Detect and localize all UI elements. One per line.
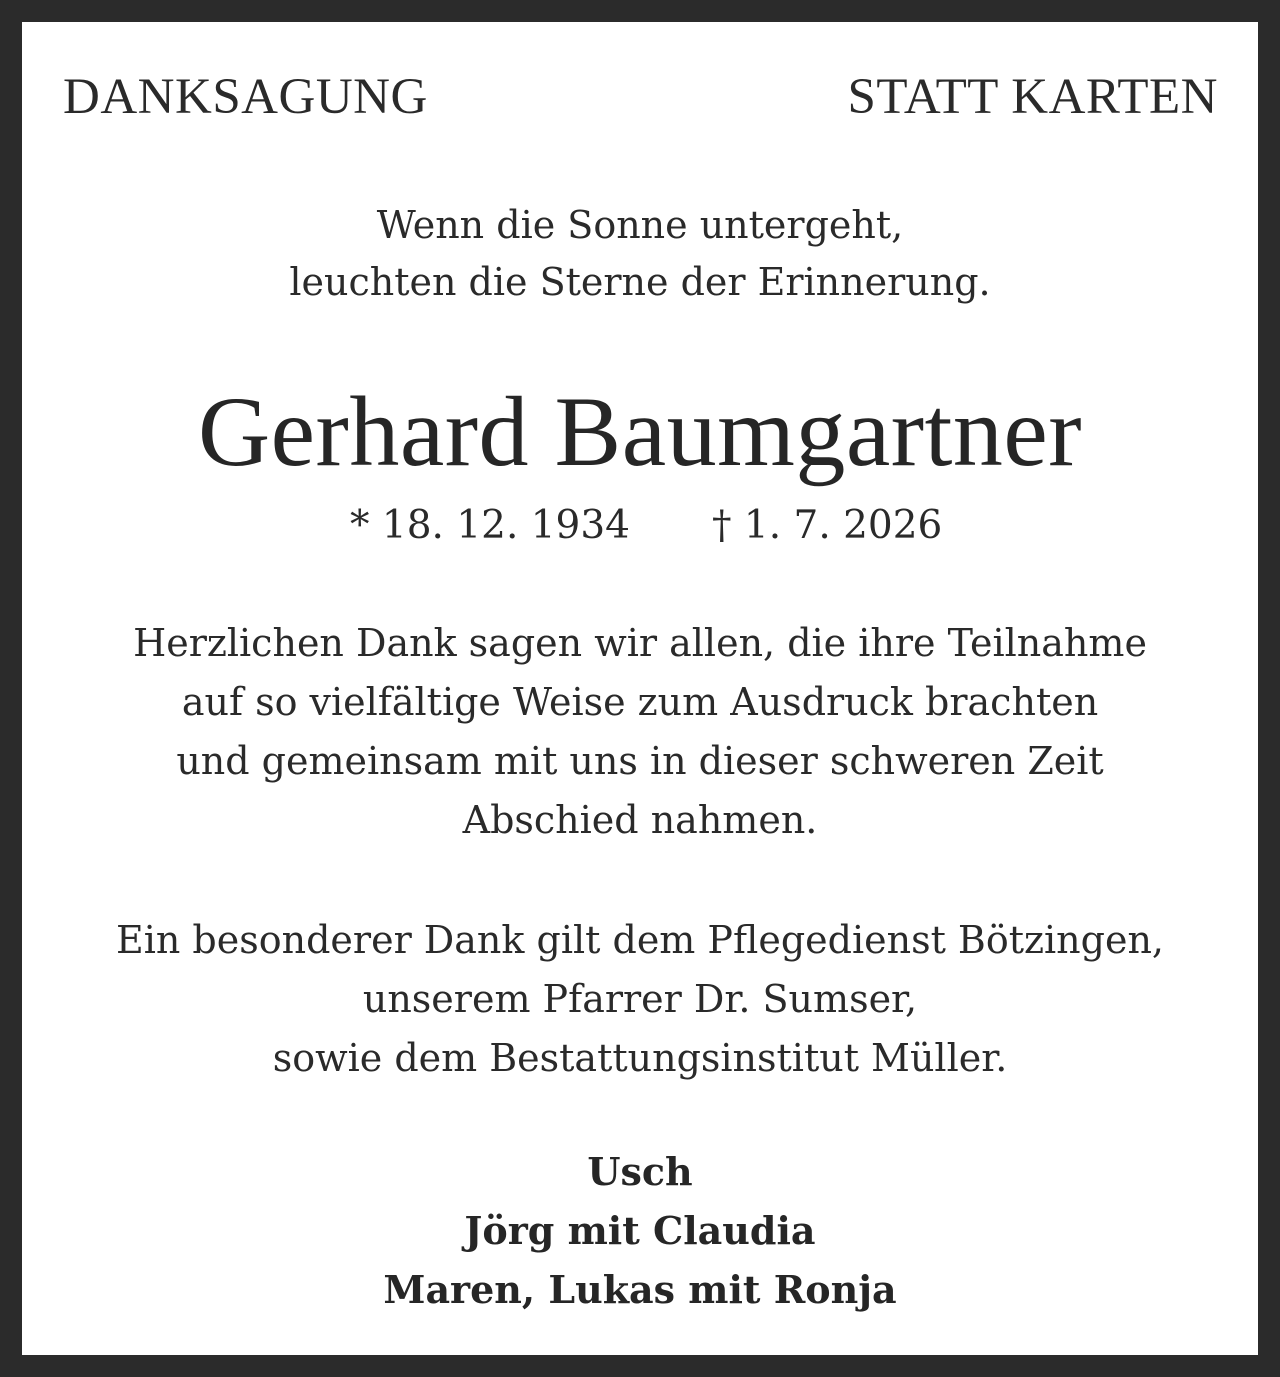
paragraph-line: unserem Pfarrer Dr. Sumser, — [362, 977, 918, 1021]
deceased-name: Gerhard Baumgartner — [197, 376, 1083, 487]
motto-line: Wenn die Sonne untergeht, — [376, 203, 904, 247]
birth-date: * 18. 12. 1934 — [350, 503, 630, 548]
header-danksagung: DANKSAGUNG — [63, 69, 428, 125]
paragraph-line: auf so vielfältige Weise zum Ausdruck brachten — [181, 680, 1099, 724]
motto-quote — [22, 197, 1258, 311]
signature-line: Jörg mit Claudia — [464, 1208, 816, 1253]
obituary-card — [22, 22, 1258, 1355]
thanks-paragraph — [22, 614, 1258, 850]
signature-line: Usch — [587, 1149, 693, 1194]
paragraph-line: sowie dem Bestattungsinstitut Müller. — [272, 1036, 1008, 1080]
paragraph-line: Abschied nahmen. — [462, 798, 818, 842]
death-date: † 1. 7. 2026 — [712, 503, 943, 548]
paragraph-line: Ein besonderer Dank gilt dem Pflegedienst Bötzingen, — [115, 918, 1165, 962]
header-statt-karten: STATT KARTEN — [847, 69, 1218, 125]
paragraph-line: und gemeinsam mit uns in dieser schweren Zeit — [176, 739, 1104, 783]
signatures — [22, 1142, 1258, 1319]
paragraph-line: Herzlichen Dank sagen wir allen, die ihre Teilnahme — [133, 621, 1147, 665]
special-thanks-paragraph — [22, 911, 1258, 1088]
motto-line: leuchten die Sterne der Erinnerung. — [289, 260, 991, 304]
signature-line: Maren, Lukas mit Ronja — [383, 1267, 897, 1312]
